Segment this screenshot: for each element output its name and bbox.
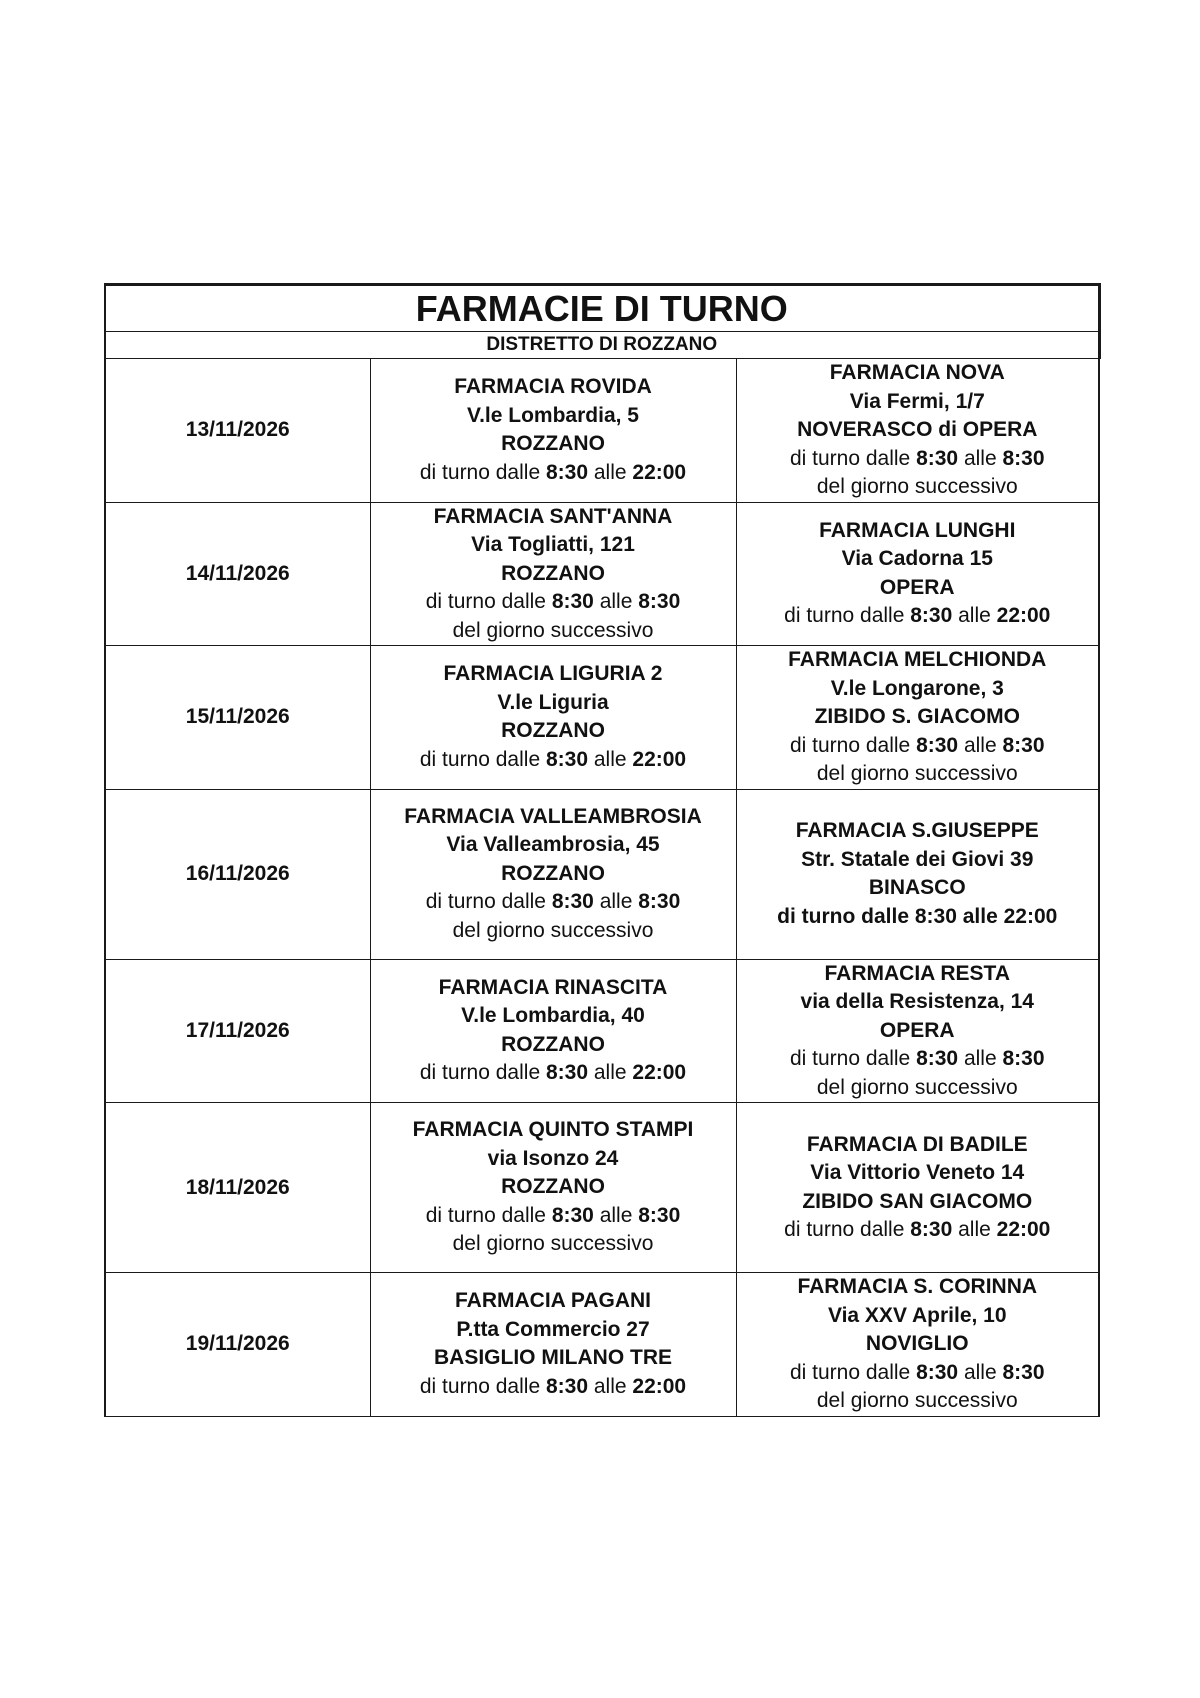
duty-hours bbox=[371, 746, 736, 775]
duty-date: 14/11/2026 bbox=[105, 502, 370, 646]
pharmacy-cell-right bbox=[736, 789, 1099, 959]
pharmacy-town: OPERA bbox=[879, 1018, 955, 1042]
pharmacy-address: Via XXV Aprile, 10 bbox=[827, 1303, 1007, 1327]
hours-to-word: alle bbox=[958, 604, 991, 628]
pharmacy-name: FARMACIA SANT'ANNA bbox=[433, 504, 673, 528]
pharmacy-name: FARMACIA S.GIUSEPPE bbox=[795, 819, 1039, 842]
duty-hours bbox=[737, 1045, 1099, 1074]
hours-from: 8:30 bbox=[916, 446, 959, 470]
hours-from: 8:30 bbox=[545, 1061, 588, 1085]
pharmacy-cell-left bbox=[370, 646, 736, 790]
hours-prefix: di turno dalle bbox=[419, 1374, 541, 1398]
hours-to-word: alle bbox=[958, 1218, 991, 1241]
pharmacy-town: NOVERASCO di OPERA bbox=[797, 418, 1038, 441]
duty-hours bbox=[371, 588, 736, 617]
hours-from: 8:30 bbox=[551, 590, 594, 613]
pharmacy-name: FARMACIA MELCHIONDA bbox=[788, 648, 1047, 671]
pharmacy-address: Via Fermi, 1/7 bbox=[849, 389, 985, 413]
pharmacy-address: Via Valleambrosia, 45 bbox=[446, 833, 660, 857]
hours-from: 8:30 bbox=[545, 460, 588, 484]
pharmacy-name: FARMACIA RESTA bbox=[824, 961, 1010, 985]
hours-to-word: alle bbox=[963, 1047, 997, 1070]
pharmacy-address: Via Vittorio Veneto 14 bbox=[810, 1161, 1025, 1184]
duty-date: 17/11/2026 bbox=[105, 959, 370, 1103]
pharmacy-address: V.le Lombardia, 5 bbox=[467, 403, 639, 427]
hours-to: 8:30 bbox=[1002, 446, 1045, 470]
hours-to-word: alle bbox=[593, 1061, 627, 1085]
duty-date: 16/11/2026 bbox=[105, 789, 370, 959]
pharmacy-town: ROZZANO bbox=[501, 719, 605, 743]
duty-hours bbox=[371, 1059, 736, 1088]
table-row bbox=[105, 502, 1099, 646]
hours-prefix: di turno dalle bbox=[777, 904, 910, 928]
pharmacy-town: BINASCO bbox=[868, 876, 966, 899]
hours-to-word: alle bbox=[593, 460, 627, 484]
pharmacy-name: FARMACIA VALLEAMBROSIA bbox=[404, 804, 702, 828]
pharmacy-address: Via Cadorna 15 bbox=[841, 547, 993, 571]
duty-date: 18/11/2026 bbox=[105, 1103, 370, 1273]
hours-to-word: alle bbox=[593, 1374, 627, 1398]
pharmacy-town: ROZZANO bbox=[501, 432, 605, 456]
table-row bbox=[105, 789, 1099, 959]
duty-hours bbox=[737, 903, 1099, 932]
hours-to-word: alle bbox=[599, 1203, 633, 1227]
hours-to: 22:00 bbox=[632, 1374, 687, 1398]
pharmacy-name: FARMACIA DI BADILE bbox=[806, 1132, 1028, 1156]
hours-to-word: alle bbox=[599, 890, 633, 914]
hours-from: 8:30 bbox=[916, 1360, 959, 1384]
duty-hours bbox=[371, 888, 736, 917]
hours-prefix: di turno dalle bbox=[789, 1047, 911, 1070]
next-day-note: del giorno successivo bbox=[816, 1075, 1018, 1099]
hours-to: 22:00 bbox=[996, 1218, 1051, 1241]
pharmacy-town: OPERA bbox=[879, 575, 955, 599]
duty-hours bbox=[371, 459, 736, 488]
pharmacy-address: V.le Longarone, 3 bbox=[830, 676, 1004, 700]
hours-to-word: alle bbox=[593, 747, 627, 771]
duty-date: 19/11/2026 bbox=[105, 1273, 370, 1417]
hours-to: 22:00 bbox=[996, 604, 1051, 628]
hours-prefix: di turno dalle bbox=[789, 733, 911, 757]
hours-to: 8:30 bbox=[638, 1203, 681, 1227]
duty-hours bbox=[371, 1202, 736, 1231]
hours-prefix: di turno dalle bbox=[784, 1218, 905, 1241]
page-title: FARMACIE DI TURNO bbox=[105, 285, 1099, 332]
hours-to: 8:30 bbox=[1002, 733, 1045, 757]
pharmacy-address: V.le Lombardia, 40 bbox=[461, 1004, 645, 1028]
hours-from: 8:30 bbox=[916, 733, 959, 757]
hours-to: 8:30 bbox=[638, 590, 681, 613]
pharmacy-cell-right bbox=[736, 502, 1099, 646]
hours-to: 22:00 bbox=[632, 747, 687, 771]
pharmacy-cell-left bbox=[370, 502, 736, 646]
pharmacy-name: FARMACIA LUNGHI bbox=[819, 518, 1016, 542]
hours-to-word: alle bbox=[963, 1360, 997, 1384]
hours-prefix: di turno dalle bbox=[419, 747, 541, 771]
duty-hours bbox=[737, 1359, 1099, 1388]
pharmacy-name: FARMACIA LIGURIA 2 bbox=[443, 662, 663, 686]
hours-from: 8:30 bbox=[910, 1218, 953, 1241]
next-day-note: del giorno successivo bbox=[816, 762, 1018, 785]
duty-date: 13/11/2026 bbox=[105, 359, 370, 503]
pharmacy-name: FARMACIA PAGANI bbox=[455, 1289, 651, 1313]
hours-prefix: di turno dalle bbox=[425, 1203, 546, 1227]
table-row bbox=[105, 646, 1099, 790]
pharmacy-town: ZIBIDO S. GIACOMO bbox=[814, 705, 1020, 728]
hours-prefix: di turno dalle bbox=[419, 460, 541, 484]
hours-from: 8:30 bbox=[551, 1203, 594, 1227]
pharmacy-cell-right bbox=[736, 646, 1099, 790]
pharmacy-cell-left bbox=[370, 789, 736, 959]
pharmacy-name: FARMACIA RINASCITA bbox=[438, 975, 668, 999]
hours-prefix: di turno dalle bbox=[425, 890, 546, 914]
pharmacy-cell-right bbox=[736, 359, 1099, 503]
hours-from: 8:30 bbox=[545, 1374, 588, 1398]
hours-prefix: di turno dalle bbox=[789, 446, 911, 470]
pharmacy-cell-right bbox=[736, 959, 1099, 1103]
table-row bbox=[105, 1273, 1099, 1417]
pharmacy-cell-right bbox=[736, 1273, 1099, 1417]
pharmacy-town: ROZZANO bbox=[501, 561, 605, 585]
hours-from: 8:30 bbox=[916, 1047, 959, 1070]
pharmacy-town: ROZZANO bbox=[501, 1032, 605, 1056]
next-day-note: del giorno successivo bbox=[816, 1389, 1018, 1412]
hours-prefix: di turno dalle bbox=[789, 1360, 911, 1384]
hours-to: 8:30 bbox=[1002, 1360, 1045, 1384]
hours-from: 8:30 bbox=[545, 747, 588, 771]
hours-to: 22:00 bbox=[1003, 904, 1058, 928]
hours-from: 8:30 bbox=[914, 904, 957, 928]
pharmacy-address: V.le Liguria bbox=[497, 690, 609, 714]
pharmacy-name: FARMACIA S. CORINNA bbox=[797, 1275, 1038, 1298]
hours-to-word: alle bbox=[963, 446, 997, 470]
pharmacy-name: FARMACIA ROVIDA bbox=[454, 375, 652, 399]
pharmacy-name: FARMACIA NOVA bbox=[829, 361, 1005, 384]
pharmacy-cell-left bbox=[370, 1103, 736, 1273]
pharmacy-address: via della Resistenza, 14 bbox=[800, 990, 1034, 1013]
pharmacy-town: NOVIGLIO bbox=[865, 1332, 969, 1355]
hours-to-word: alle bbox=[963, 733, 997, 757]
hours-to-word: alle bbox=[962, 904, 998, 928]
hours-prefix: di turno dalle bbox=[425, 590, 546, 613]
hours-to: 22:00 bbox=[632, 1061, 687, 1085]
next-day-note: del giorno successivo bbox=[816, 475, 1018, 498]
district-subtitle: DISTRETTO DI ROZZANO bbox=[105, 332, 1099, 359]
pharmacy-cell-right bbox=[736, 1103, 1099, 1273]
next-day-note: del giorno successivo bbox=[452, 1232, 654, 1256]
table-row bbox=[105, 359, 1099, 503]
hours-to-word: alle bbox=[599, 590, 633, 613]
duty-hours bbox=[371, 1373, 736, 1402]
duty-hours bbox=[737, 1216, 1099, 1245]
hours-from: 8:30 bbox=[551, 890, 594, 914]
pharmacy-address: via Isonzo 24 bbox=[487, 1146, 619, 1170]
table-row bbox=[105, 959, 1099, 1103]
hours-to: 8:30 bbox=[638, 890, 681, 914]
pharmacy-cell-left bbox=[370, 959, 736, 1103]
duty-hours bbox=[737, 602, 1099, 631]
hours-to: 22:00 bbox=[632, 460, 687, 484]
pharmacy-cell-left bbox=[370, 1273, 736, 1417]
duty-date: 15/11/2026 bbox=[105, 646, 370, 790]
pharmacy-name: FARMACIA QUINTO STAMPI bbox=[412, 1118, 694, 1142]
next-day-note: del giorno successivo bbox=[452, 918, 654, 942]
hours-prefix: di turno dalle bbox=[784, 604, 905, 628]
hours-prefix: di turno dalle bbox=[419, 1061, 541, 1085]
pharmacy-town: ROZZANO bbox=[501, 1175, 605, 1199]
duty-hours bbox=[737, 445, 1099, 474]
pharmacy-address: Str. Statale dei Giovi 39 bbox=[801, 847, 1034, 871]
pharmacy-address: Via Togliatti, 121 bbox=[471, 533, 635, 556]
pharmacy-town: BASIGLIO MILANO TRE bbox=[434, 1346, 672, 1370]
duty-hours bbox=[737, 732, 1099, 761]
pharmacy-address: P.tta Commercio 27 bbox=[456, 1317, 650, 1341]
hours-from: 8:30 bbox=[910, 604, 953, 628]
pharmacy-town: ROZZANO bbox=[501, 861, 605, 885]
duty-pharmacy-table bbox=[104, 283, 1101, 1417]
table-row bbox=[105, 1103, 1099, 1273]
next-day-note: del giorno successivo bbox=[452, 618, 654, 642]
hours-to: 8:30 bbox=[1002, 1047, 1045, 1070]
pharmacy-cell-left bbox=[370, 359, 736, 503]
pharmacy-town: ZIBIDO SAN GIACOMO bbox=[802, 1189, 1033, 1213]
